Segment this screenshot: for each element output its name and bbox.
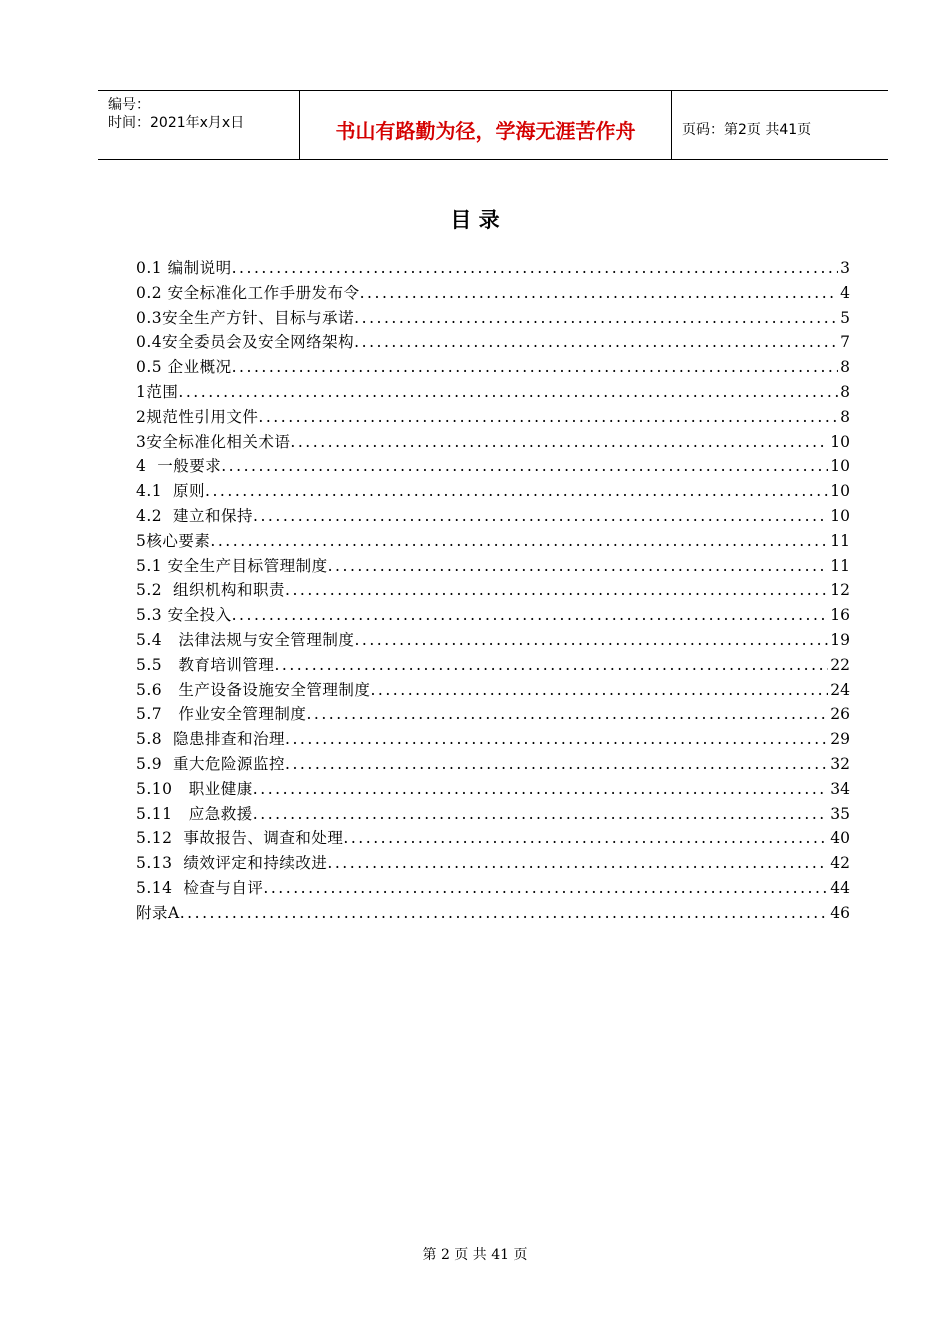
toc-entry-page-number: 10 xyxy=(830,432,850,451)
toc-entry-page-number: 4 xyxy=(840,283,850,302)
toc-entry-page-number: 16 xyxy=(830,606,850,625)
toc-entry[interactable] xyxy=(136,529,850,554)
toc-entry[interactable] xyxy=(136,355,850,380)
toc-entry-label: 5.12 事故报告、调查和处理 xyxy=(136,829,344,848)
document-number-label: 编号： xyxy=(108,97,150,113)
toc-entry[interactable] xyxy=(136,678,850,703)
toc-dot-leader xyxy=(253,504,828,529)
toc-entry-label: 5核心要素 xyxy=(136,531,211,550)
toc-entry[interactable] xyxy=(136,281,850,306)
toc-entry[interactable] xyxy=(136,752,850,777)
header-meta-cell xyxy=(98,91,300,159)
toc-entry-page-number: 35 xyxy=(830,804,850,823)
toc-entry-label: 4.2 建立和保持 xyxy=(136,506,254,525)
toc-entry-label: 0.3安全生产方针、目标与承诺 xyxy=(136,308,355,327)
toc-entry-page-number: 12 xyxy=(830,581,850,600)
toc-entry[interactable] xyxy=(136,256,850,281)
toc-dot-leader xyxy=(221,454,828,479)
toc-entry-label: 4.1 原则 xyxy=(136,482,206,501)
toc-entry-label: 3安全标准化相关术语 xyxy=(136,432,291,451)
toc-entry-label: 0.4安全委员会及安全网络架构 xyxy=(136,333,355,352)
toc-entry-label: 0.1 编制说明 xyxy=(136,259,232,277)
toc-entry-page-number: 3 xyxy=(840,259,850,277)
toc-dot-leader xyxy=(274,653,828,678)
toc-dot-leader xyxy=(253,777,828,802)
toc-entry-page-number: 24 xyxy=(830,680,850,699)
toc-entry[interactable] xyxy=(136,405,850,430)
toc-entry-page-number: 10 xyxy=(830,506,850,525)
toc-entry-label: 5.1 安全生产目标管理制度 xyxy=(136,556,328,575)
toc-entry-page-number: 42 xyxy=(830,854,850,873)
toc-entry-page-number: 8 xyxy=(840,382,850,401)
header-page-info: 页码：第2页 共41页 xyxy=(682,122,812,138)
toc-entry[interactable] xyxy=(136,628,850,653)
toc-entry[interactable] xyxy=(136,876,850,901)
toc-entry-label: 5.6 生产设备设施安全管理制度 xyxy=(136,680,371,699)
toc-dot-leader xyxy=(370,678,828,703)
toc-entry[interactable] xyxy=(136,727,850,752)
toc-entry-label: 5.14 检查与自评 xyxy=(136,878,264,897)
toc-entry-page-number: 26 xyxy=(830,705,850,724)
toc-dot-leader xyxy=(178,380,838,405)
toc-entry-page-number: 32 xyxy=(830,754,850,773)
toc-dot-leader xyxy=(327,851,828,876)
toc-entry[interactable] xyxy=(136,603,850,628)
toc-entry[interactable] xyxy=(136,901,850,926)
toc-dot-leader xyxy=(285,578,828,603)
toc-entry-page-number: 10 xyxy=(830,457,850,476)
toc-entry-label: 5.8 隐患排查和治理 xyxy=(136,730,286,749)
toc-dot-leader xyxy=(210,529,828,554)
document-header xyxy=(98,90,888,160)
toc-entry-label: 5.9 重大危险源监控 xyxy=(136,754,286,773)
toc-entry-label: 2规范性引用文件 xyxy=(136,407,259,426)
toc-entry[interactable] xyxy=(136,306,850,331)
toc-dot-leader xyxy=(290,430,828,455)
toc-dot-leader xyxy=(205,479,828,504)
toc-entry-page-number: 8 xyxy=(840,407,850,426)
toc-entry-label: 附录A xyxy=(136,903,180,922)
toc-entry[interactable] xyxy=(136,777,850,802)
toc-entry-label: 5.7 作业安全管理制度 xyxy=(136,705,307,724)
toc-dot-leader xyxy=(232,256,839,281)
toc-entry[interactable] xyxy=(136,479,850,504)
toc-entry[interactable] xyxy=(136,702,850,727)
toc-dot-leader xyxy=(328,554,829,579)
toc-entry-page-number: 5 xyxy=(840,308,850,327)
toc-dot-leader xyxy=(360,281,839,306)
toc-entry[interactable] xyxy=(136,802,850,827)
toc-entry-label: 4 一般要求 xyxy=(136,457,222,476)
toc-entry-page-number: 11 xyxy=(830,531,850,550)
toc-entry-page-number: 7 xyxy=(840,333,850,352)
toc-entry[interactable] xyxy=(136,826,850,851)
toc-dot-leader xyxy=(263,876,828,901)
toc-entry[interactable] xyxy=(136,653,850,678)
toc-dot-leader xyxy=(258,405,838,430)
toc-list xyxy=(136,256,850,926)
toc-entry-page-number: 44 xyxy=(830,878,850,897)
header-page-cell xyxy=(672,91,888,159)
toc-entry-page-number: 29 xyxy=(830,730,850,749)
page-footer: 第 2 页 共 41 页 xyxy=(422,1247,528,1263)
toc-title: 目 录 xyxy=(450,208,500,232)
toc-entry[interactable] xyxy=(136,851,850,876)
toc-entry-page-number: 34 xyxy=(830,779,850,798)
toc-entry[interactable] xyxy=(136,578,850,603)
toc-entry-page-number: 40 xyxy=(830,829,850,848)
toc-dot-leader xyxy=(285,752,828,777)
toc-entry-label: 1范围 xyxy=(136,382,179,401)
toc-dot-leader xyxy=(306,702,828,727)
toc-entry[interactable] xyxy=(136,380,850,405)
toc-entry[interactable] xyxy=(136,454,850,479)
header-motto-cell xyxy=(300,91,672,159)
toc-entry-label: 5.3 安全投入 xyxy=(136,606,232,625)
toc-dot-leader xyxy=(285,727,828,752)
toc-entry-label: 0.2 安全标准化工作手册发布令 xyxy=(136,283,360,302)
toc-entry[interactable] xyxy=(136,554,850,579)
toc-entry-label: 5.10 职业健康 xyxy=(136,779,253,798)
toc-entry-page-number: 10 xyxy=(830,482,850,501)
toc-dot-leader xyxy=(232,603,829,628)
toc-dot-leader xyxy=(180,901,829,926)
toc-entry-page-number: 11 xyxy=(830,556,850,575)
toc-dot-leader xyxy=(354,330,838,355)
toc-entry-label: 5.2 组织机构和职责 xyxy=(136,581,286,600)
toc-entry[interactable] xyxy=(136,330,850,355)
toc-dot-leader xyxy=(354,306,838,331)
toc-entry-label: 5.11 应急救援 xyxy=(136,804,253,823)
toc-entry-label: 5.5 教育培训管理 xyxy=(136,655,275,674)
toc-entry-page-number: 46 xyxy=(830,903,850,922)
header-motto: 书山有路勤为径，学海无涯苦作舟 xyxy=(335,119,636,143)
toc-dot-leader xyxy=(343,826,828,851)
toc-entry[interactable] xyxy=(136,504,850,529)
toc-entry-page-number: 19 xyxy=(830,630,850,649)
toc-dot-leader xyxy=(354,628,828,653)
toc-entry-label: 5.13 绩效评定和持续改进 xyxy=(136,854,328,873)
toc-entry-label: 5.4 法律法规与安全管理制度 xyxy=(136,630,355,649)
toc-entry-page-number: 8 xyxy=(840,358,850,377)
toc-dot-leader xyxy=(232,355,839,380)
document-time-label: 时间：2021年x月x日 xyxy=(108,115,245,131)
toc-entry-page-number: 22 xyxy=(830,655,850,674)
toc-dot-leader xyxy=(253,802,828,827)
toc-entry[interactable] xyxy=(136,430,850,455)
toc-entry-label: 0.5 企业概况 xyxy=(136,358,232,377)
